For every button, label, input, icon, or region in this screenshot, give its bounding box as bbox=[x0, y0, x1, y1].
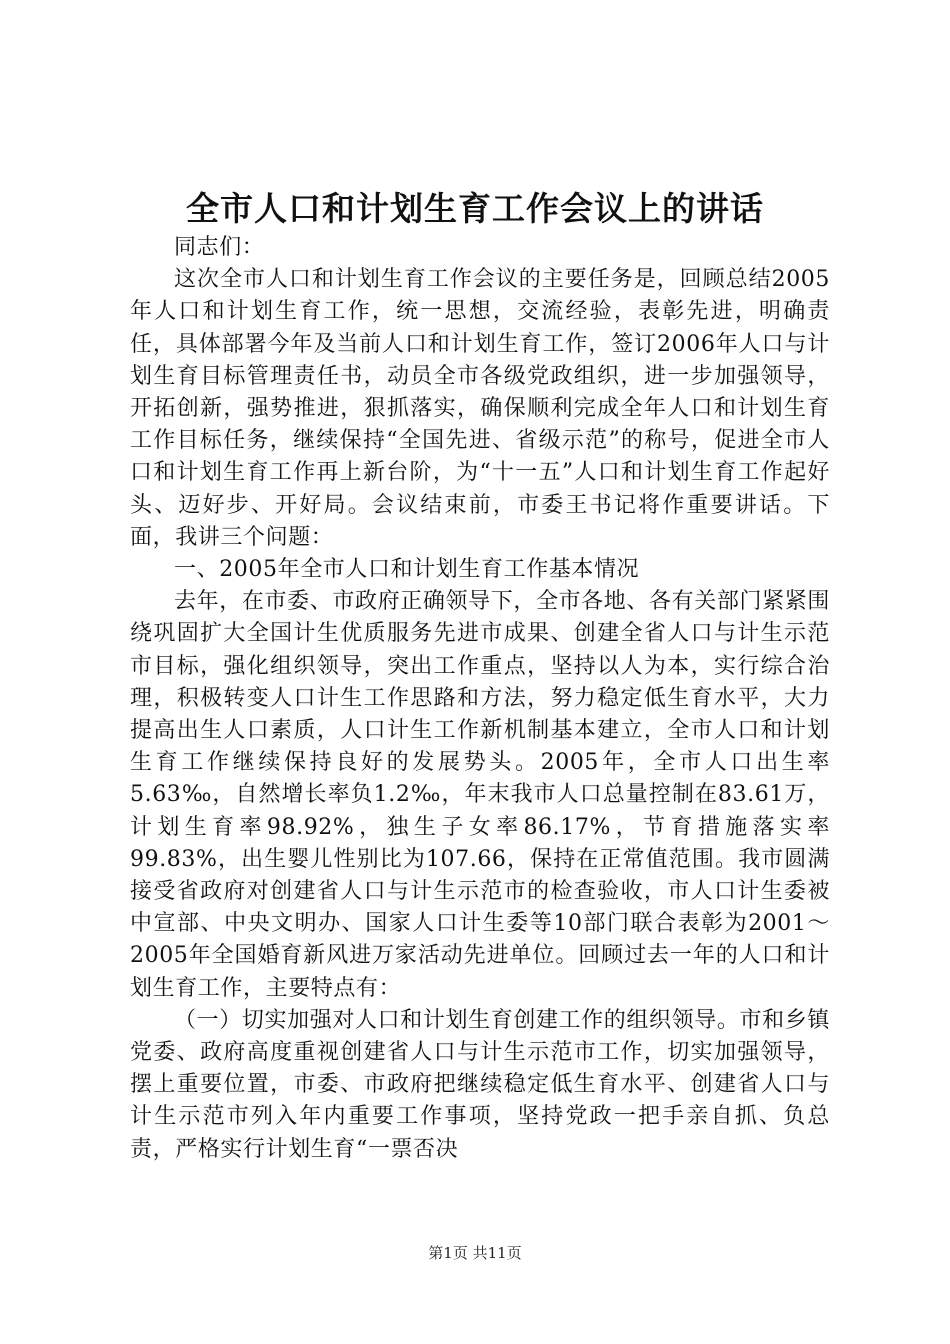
salutation: 同志们： bbox=[174, 235, 265, 260]
paragraph-summary: 去年，在市委、市政府正确领导下，全市各地、各有关部门紧紧围绕巩固扩大全国计生优质服务先进市成果、创建全省人口与计生示范市目标，强化组织领导，突出工作重点，坚持以人为本，实行综合治理，积极转变人口计生工作思路和方法，努力稳定低生育水平，大力提高出生人口素质，人口计生工作新机制基本建立，全市人口和计划生育工作继续保持良好的发展势头。2005年，全市人口出生率5.63‰，自然增长率负1.2‰，年末我市人口总量控制在83.61万，计划生育率98.92%，独生子女率86.17%，节育措施落实率99.83%，出生婴儿性别比为107.66，保持在正常值范围。我市圆满接受省政府对创建省人口与计生示范市的检查验收，市人口计生委被中宣部、中央文明办、国家人口计生委等10部门联合表彰为2001～2005年全国婚育新风进万家活动先进单位。回顾过去一年的人口和计划生育工作，主要特点有： bbox=[130, 589, 830, 1001]
paragraph-subsection-1: （一）切实加强对人口和计划生育创建工作的组织领导。市和乡镇党委、政府高度重视创建省人口与计生示范市工作，切实加强领导，摆上重要位置，市委、市政府把继续稳定低生育水平、创建省人口与计生示范市列入年内重要工作事项，坚持党政一把手亲自抓、负总责，严格实行计划生育“一票否决 bbox=[130, 1007, 830, 1162]
paragraph-intro: 这次全市人口和计划生育工作会议的主要任务是，回顾总结2005年人口和计划生育工作，统一思想，交流经验，表彰先进，明确责任，具体部署今年及当前人口和计划生育工作，签订2006年人口与计划生育目标管理责任书，动员全市各级党政组织，进一步加强领导，开拓创新，强势推进，狠抓落实，确保顺利完成全年人口和计划生育工作目标任务，继续保持“全国先进、省级示范”的称号，促进全市人口和计划生育工作再上新台阶，为“十一五”人口和计划生育工作起好头、迈好步、开好局。会议结束前，市委王书记将作重要讲话。下面，我讲三个问题： bbox=[130, 267, 830, 550]
page-number-footer: 第1页 共11页 bbox=[428, 1244, 522, 1262]
document-body bbox=[130, 232, 830, 1166]
document-title: 全市人口和计划生育工作会议上的讲话 bbox=[186, 189, 764, 228]
section-heading: 一、2005年全市人口和计划生育工作基本情况 bbox=[174, 557, 640, 583]
